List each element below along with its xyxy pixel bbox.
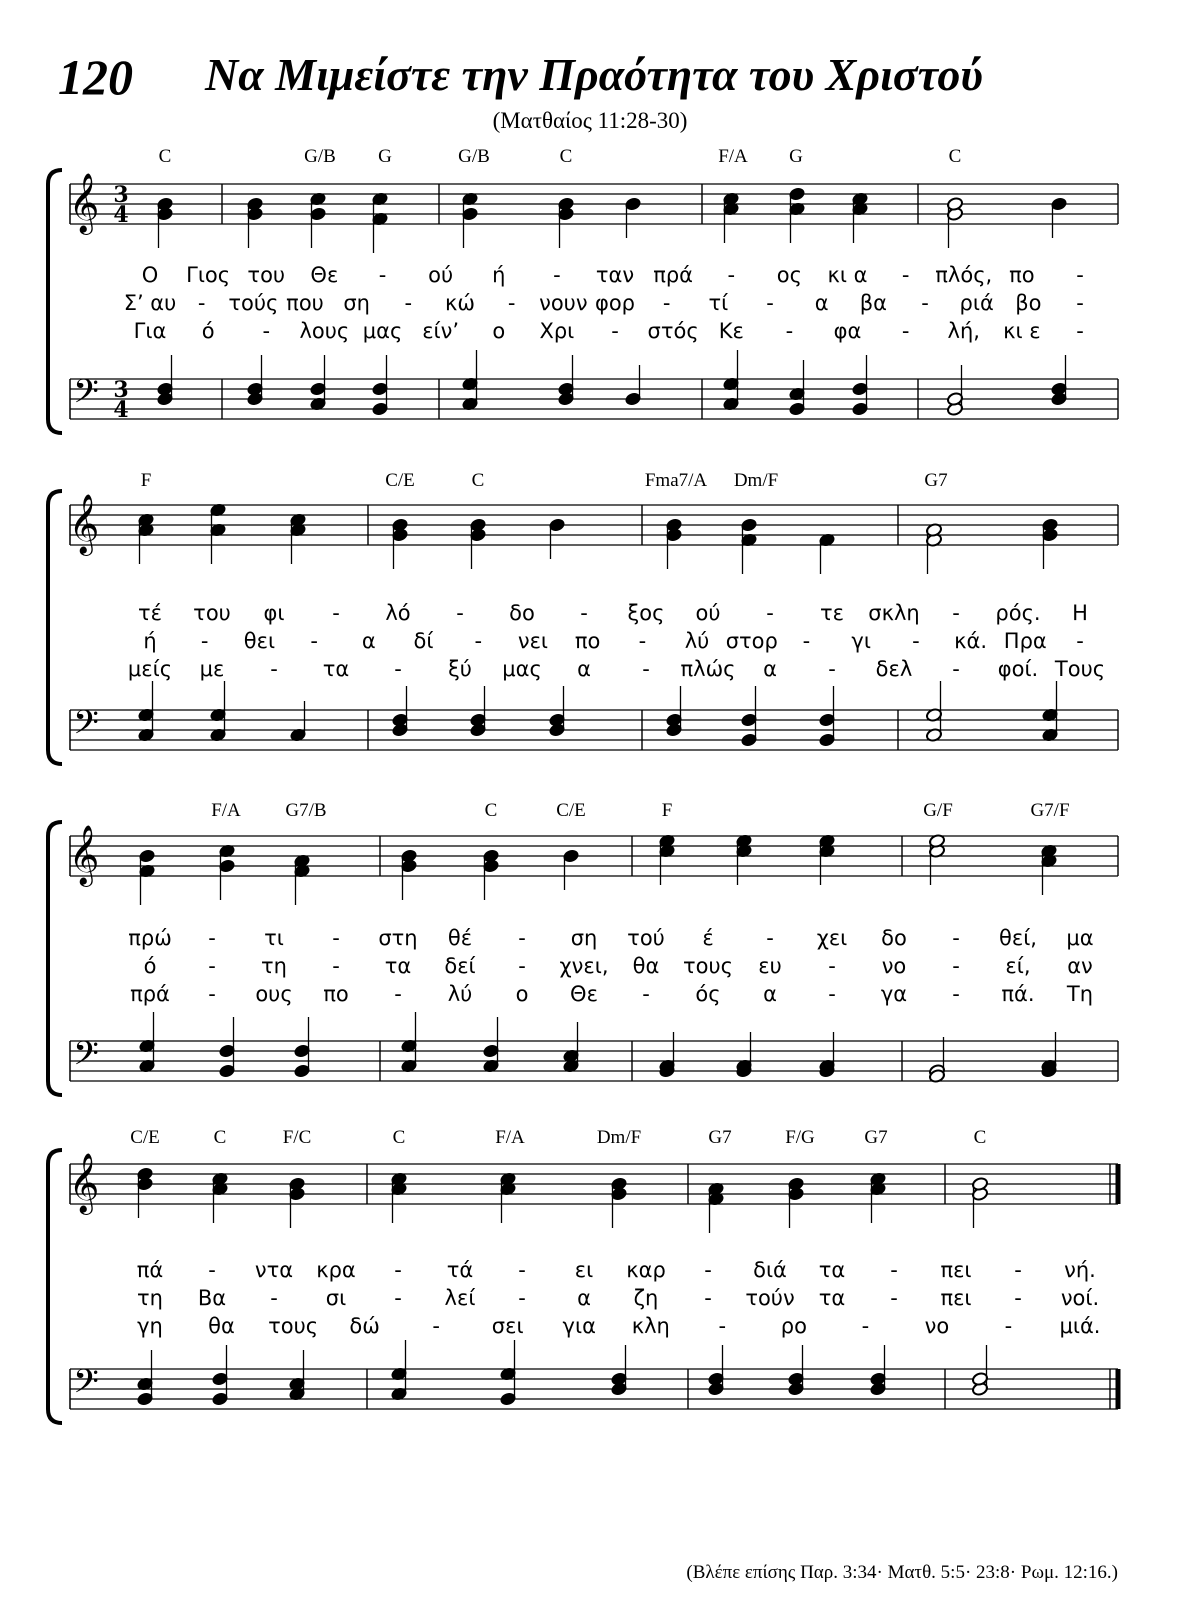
lyric-syllable: Γιος [186, 263, 231, 287]
lyric-syllable: ή [143, 629, 157, 653]
lyric-syllable: τούν [745, 1286, 795, 1310]
lyric-syllable: που [286, 291, 324, 315]
lyric-syllable: - [553, 263, 561, 287]
lyric-syllable: - [952, 982, 960, 1006]
bass-clef-icon: 𝄢 [73, 1035, 99, 1081]
lyric-syllable: χνει, [559, 954, 609, 978]
bass-clef-icon: 𝄢 [73, 373, 99, 419]
lyric-syllable: φοί. [997, 657, 1039, 681]
lyric-syllable: ρός. [995, 601, 1041, 625]
lyric-syllable: ού [428, 263, 454, 287]
lyric-syllable: κι ε [1003, 319, 1041, 343]
lyric-syllable: δώ [349, 1314, 380, 1338]
lyric-syllable: εί, [1005, 954, 1031, 978]
chord-symbol: F [140, 470, 152, 491]
lyric-syllable: κώ [445, 291, 475, 315]
lyric-syllable: ος [776, 263, 802, 287]
lyric-syllable: - [861, 1314, 870, 1338]
lyric-syllable: - [828, 954, 836, 978]
lyric-syllable: δο [509, 601, 535, 625]
lyric-syllable: στός [647, 319, 699, 343]
lyric-syllable: νοί. [1060, 1286, 1100, 1310]
lyric-syllable: - [828, 657, 836, 681]
lyric-syllable: α [814, 291, 829, 315]
lyric-syllable: - [642, 657, 650, 681]
lyric-syllable: - [518, 926, 526, 950]
lyric-syllable: τί [708, 291, 729, 315]
lyric-syllable: γα [880, 982, 908, 1006]
lyric-syllable: φορ [594, 291, 636, 315]
chord-symbol: C [948, 146, 962, 167]
lyric-syllable: - [270, 657, 278, 681]
lyric-syllable: τα [384, 954, 412, 978]
lyric-syllable: ει [574, 1258, 594, 1282]
lyric-syllable: - [200, 629, 209, 653]
lyric-syllable: Η [1072, 601, 1088, 625]
lyric-syllable: Σ’ αυ [123, 291, 177, 315]
chord-symbol: G/B [304, 146, 336, 167]
lyric-syllable: - [912, 629, 920, 653]
lyric-syllable: - [901, 319, 910, 343]
lyric-syllable: σει [491, 1314, 524, 1338]
lyric-syllable: στη [378, 926, 418, 950]
chord-symbol: G/F [923, 800, 953, 821]
lyric-syllable: αν [1067, 954, 1093, 978]
lyric-syllable: σι [325, 1286, 347, 1310]
lyric-syllable: - [474, 629, 483, 653]
lyric-syllable: Θε [310, 263, 339, 287]
lyric-syllable: - [394, 1286, 402, 1310]
chord-symbol: C [559, 146, 573, 167]
lyric-syllable: τους [683, 954, 733, 978]
lyric-syllable: ση [570, 926, 598, 950]
lyric-syllable: - [921, 291, 929, 315]
lyric-syllable: κι α [827, 263, 868, 287]
lyric-syllable: διά [753, 1258, 787, 1282]
lyric-syllable: δο [881, 926, 907, 950]
chord-symbol: G/B [458, 146, 490, 167]
lyric-syllable: - [766, 291, 774, 315]
lyric-syllable: γι [851, 629, 871, 653]
lyric-syllable: - [394, 1258, 402, 1282]
lyric-syllable: ταν [595, 263, 635, 287]
treble-clef-icon: 𝄞 [68, 1153, 100, 1213]
lyric-syllable: κά. [954, 629, 988, 653]
lyric-syllable: στορ [725, 629, 778, 653]
lyric-syllable: νουν [539, 291, 588, 315]
lyric-syllable: - [310, 629, 318, 653]
lyric-syllable: μείς [127, 657, 173, 681]
lyric-syllable: - [638, 629, 647, 653]
lyric-syllable: - [1076, 291, 1084, 315]
lyric-syllable: - [1076, 319, 1084, 343]
lyric-syllable: - [1014, 1258, 1022, 1282]
system-bracket [48, 491, 62, 764]
lyric-syllable: τη [261, 954, 287, 978]
chord-symbol: C [158, 146, 172, 167]
lyric-syllable: - [642, 982, 650, 1006]
lyric-syllable: τα [818, 1286, 846, 1310]
lyric-syllable: θέ [447, 926, 473, 950]
lyric-syllable: α [577, 657, 591, 681]
lyric-syllable: - [952, 657, 960, 681]
lyric-syllable: - [394, 982, 402, 1006]
lyric-syllable: - [332, 954, 340, 978]
lyric-syllable: - [270, 1286, 278, 1310]
lyric-syllable: - [1076, 263, 1084, 287]
lyric-syllable: πά [136, 1258, 164, 1282]
lyric-syllable: ντα [254, 1258, 294, 1282]
lyric-syllable: ού [695, 601, 721, 625]
lyric-syllable: - [332, 601, 340, 625]
lyric-syllable: ρο [780, 1314, 807, 1338]
lyric-syllable: Βα [197, 1286, 227, 1310]
lyric-syllable: - [952, 954, 960, 978]
chord-symbol: F/C [282, 1127, 312, 1148]
lyric-syllable: πο [574, 629, 601, 653]
lyric-syllable: δελ [875, 657, 913, 681]
lyric-syllable: δεί [444, 954, 476, 978]
lyric-syllable: ο [515, 982, 529, 1006]
lyric-syllable: Ο [141, 263, 159, 287]
lyric-syllable: - [785, 319, 794, 343]
lyric-syllable: - [208, 1258, 216, 1282]
lyric-syllable: μιά. [1059, 1314, 1101, 1338]
lyric-syllable: λύ [684, 629, 710, 653]
lyric-syllable: ξύ [448, 657, 472, 681]
lyric-syllable: Τους [1054, 657, 1106, 681]
chord-symbol: G [378, 146, 392, 167]
lyric-syllable: - [802, 629, 811, 653]
lyric-syllable: πρώ [128, 926, 172, 950]
lyric-syllable: γη [137, 1314, 163, 1338]
lyric-syllable: φα [833, 319, 862, 343]
lyric-syllable: καρ [626, 1258, 666, 1282]
lyric-syllable: του [193, 601, 231, 625]
lyric-syllable: Χρι [539, 319, 575, 343]
lyric-syllable: α [577, 1286, 591, 1310]
lyric-syllable: λή, [947, 319, 980, 343]
lyric-syllable: λους [299, 319, 350, 343]
lyric-syllable: - [208, 982, 216, 1006]
lyric-syllable: πει [940, 1286, 972, 1310]
lyric-syllable: θεί, [999, 926, 1037, 950]
lyric-syllable: τους [268, 1314, 319, 1338]
lyric-syllable: Πρα [1003, 629, 1047, 653]
lyric-syllable: - [378, 263, 387, 287]
lyric-syllable: ός [695, 982, 721, 1006]
lyric-syllable: Για [133, 319, 167, 343]
lyric-syllable: κλη [631, 1314, 670, 1338]
lyric-syllable: λό [385, 601, 411, 625]
lyric-syllable: α [763, 982, 777, 1006]
lyric-syllable: - [704, 1258, 712, 1282]
chord-symbol: C [484, 800, 498, 821]
lyric-syllable: τα [322, 657, 350, 681]
chord-symbol: F/A [211, 800, 241, 821]
lyric-syllable: πει [940, 1258, 972, 1282]
time-signature-top: 3 [113, 377, 129, 403]
lyric-syllable: χει [816, 926, 848, 950]
lyric-syllable: τού [627, 926, 665, 950]
chord-symbol: F/A [718, 146, 748, 167]
scripture-reference: (Ματθαίος 11:28-30) [492, 108, 688, 133]
treble-clef-icon: 𝄞 [68, 173, 100, 233]
chord-symbol: G7/F [1030, 800, 1070, 821]
lyric-syllable: - [890, 1258, 898, 1282]
lyric-syllable: - [766, 926, 774, 950]
chord-symbol: G7/B [285, 800, 327, 821]
lyric-syllable: - [394, 657, 402, 681]
chord-symbol: C [973, 1127, 987, 1148]
lyric-syllable: πλώς [680, 657, 736, 681]
chord-symbol: C/E [130, 1127, 160, 1148]
lyric-syllable: ό [201, 319, 215, 343]
lyric-syllable: ευ [758, 954, 782, 978]
lyric-syllable: τά [446, 1258, 474, 1282]
lyric-syllable: - [518, 1258, 526, 1282]
lyric-syllable: δί [413, 629, 434, 653]
footnote-references: (Βλέπε επίσης Παρ. 3:34· Ματθ. 5:5· 23:8· Ρωμ. 12:16.) [686, 1562, 1118, 1583]
lyric-syllable: - [704, 1286, 712, 1310]
chord-symbol: F/A [495, 1127, 525, 1148]
lyric-syllable: πά. [1001, 982, 1035, 1006]
time-signature-bottom: 4 [113, 202, 129, 228]
lyric-syllable: - [718, 1314, 727, 1338]
lyric-syllable: - [518, 954, 526, 978]
chord-symbol: F/G [785, 1127, 815, 1148]
bass-clef-icon: 𝄢 [73, 704, 99, 750]
lyric-syllable: - [332, 926, 340, 950]
chord-symbol: Fma7/A [644, 470, 708, 491]
lyric-syllable: ό [143, 954, 157, 978]
lyric-syllable: νει [517, 629, 549, 653]
lyric-syllable: βο [1015, 291, 1042, 315]
chord-symbol: F [661, 800, 673, 821]
lyric-syllable: - [518, 1286, 526, 1310]
lyric-syllable: μας [362, 319, 403, 343]
bass-clef-icon: 𝄢 [73, 1363, 99, 1409]
lyric-syllable: - [1076, 629, 1084, 653]
lyric-syllable: ή [492, 263, 506, 287]
lyric-syllable: σκλη [868, 601, 920, 625]
lyric-syllable: α [361, 629, 376, 653]
chord-symbol: Dm/F [733, 470, 779, 491]
lyric-syllable: πλός, [935, 263, 993, 287]
lyric-syllable: βα [859, 291, 887, 315]
lyric-syllable: - [828, 982, 836, 1006]
lyric-syllable: - [1004, 1314, 1013, 1338]
time-signature-bottom: 4 [113, 397, 129, 423]
lyric-syllable: - [507, 291, 516, 315]
lyric-syllable: του [247, 263, 286, 287]
lyric-syllable: - [901, 263, 910, 287]
lyric-syllable: ο [492, 319, 506, 343]
lyric-syllable: α [763, 657, 777, 681]
lyric-syllable: - [662, 291, 671, 315]
lyric-syllable: πο [323, 982, 349, 1006]
chord-symbol: G7 [924, 470, 948, 491]
chord-symbol: C/E [385, 470, 415, 491]
chord-symbol: C/E [556, 800, 586, 821]
treble-clef-icon: 𝄞 [68, 494, 100, 554]
lyric-syllable: - [890, 1286, 898, 1310]
lyric-syllable: - [456, 601, 464, 625]
lyric-syllable: με [199, 657, 225, 681]
chord-symbol: G [789, 146, 803, 167]
lyric-syllable: - [727, 263, 736, 287]
lyric-syllable: - [432, 1314, 440, 1338]
chord-symbol: Dm/F [596, 1127, 642, 1148]
chord-symbol: G7 [708, 1127, 732, 1148]
lyric-syllable: - [208, 954, 216, 978]
lyric-syllable: θα [632, 954, 660, 978]
lyric-syllable: - [208, 926, 216, 950]
lyric-syllable: Κε [718, 319, 744, 343]
lyric-syllable: - [952, 601, 960, 625]
lyric-syllable: νή. [1064, 1258, 1096, 1282]
lyric-syllable: νο [924, 1314, 950, 1338]
lyric-syllable: θει [243, 629, 276, 653]
chord-symbol: G7 [864, 1127, 888, 1148]
lyric-syllable: ξος [627, 601, 665, 625]
lyric-syllable: φι [263, 601, 285, 625]
lyric-syllable: Θε [570, 982, 598, 1006]
lyric-syllable: Τη [1066, 982, 1094, 1006]
lyric-syllable: πρά [130, 982, 170, 1006]
chord-symbol: C [392, 1127, 406, 1148]
lyric-syllable: - [766, 601, 774, 625]
hymn-title: Να Μιμείστε την Πραότητα του Χριστού [205, 49, 983, 100]
lyric-syllable: μα [1066, 926, 1094, 950]
lyric-syllable: λύ [447, 982, 473, 1006]
lyric-syllable: - [404, 291, 413, 315]
lyric-syllable: - [197, 291, 206, 315]
lyric-syllable: μας [502, 657, 542, 681]
lyric-syllable: τη [137, 1286, 163, 1310]
lyric-syllable: τέ [138, 601, 162, 625]
lyric-syllable: - [952, 926, 960, 950]
lyric-syllable: νο [881, 954, 907, 978]
lyric-syllable: τε [820, 601, 844, 625]
lyric-syllable: ζη [633, 1286, 659, 1310]
treble-clef-icon: 𝄞 [68, 825, 100, 885]
lyric-syllable: λεί [444, 1286, 476, 1310]
lyric-syllable: - [262, 319, 271, 343]
lyric-syllable: - [1014, 1286, 1022, 1310]
lyric-syllable: κρα [316, 1258, 356, 1282]
lyric-syllable: πρά [653, 263, 694, 287]
lyric-syllable: ριά [959, 291, 994, 315]
lyric-syllable: θα [208, 1314, 235, 1338]
lyric-syllable: τι [264, 926, 284, 950]
hymn-number: 120 [58, 49, 133, 105]
lyric-syllable: - [580, 601, 588, 625]
lyric-syllable: είν’ [422, 319, 460, 343]
lyric-syllable: - [611, 319, 619, 343]
chord-symbol: C [471, 470, 485, 491]
system-bracket [48, 822, 62, 1095]
lyric-syllable: πο [1009, 263, 1035, 287]
lyric-syllable: έ [702, 926, 714, 950]
system-bracket [48, 1150, 62, 1423]
lyric-syllable: ους [255, 982, 293, 1006]
system-bracket [48, 170, 62, 433]
lyric-syllable: τούς [228, 291, 279, 315]
chord-symbol: C [213, 1127, 227, 1148]
lyric-syllable: ση [343, 291, 370, 315]
time-signature-top: 3 [113, 182, 129, 208]
lyric-syllable: για [562, 1314, 596, 1338]
lyric-syllable: τα [818, 1258, 846, 1282]
